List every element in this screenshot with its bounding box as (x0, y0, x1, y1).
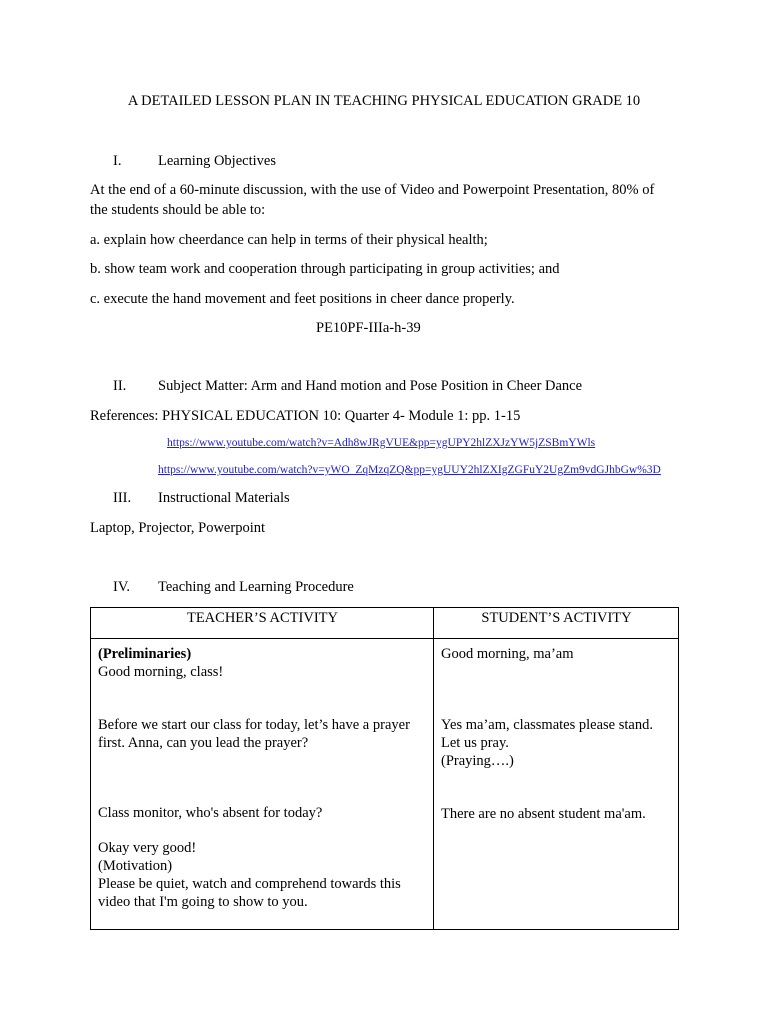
section-numeral-procedure: IV. (113, 579, 131, 595)
reference-link-1[interactable]: https://www.youtube.com/watch?v=Adh8wJRgVUE&pp=ygUPY2hlZXJzYW5jZSBmYWls (167, 437, 596, 449)
student-activity-header: STUDENT’S ACTIVITY (434, 608, 679, 639)
reference-link-2[interactable]: https://www.youtube.com/watch?v=yWO_ZqMzqZQ&pp=ygUUY2hlZXIgZGFuY2UgZm9vdGJhbGw%3D (158, 464, 661, 476)
preliminaries-label: (Preliminaries) (98, 646, 192, 662)
procedure-table (90, 607, 679, 930)
section-heading-procedure: Teaching and Learning Procedure (158, 579, 354, 595)
teacher-greeting: Good morning, class! (98, 664, 224, 680)
section-heading-objectives: Learning Objectives (158, 153, 276, 169)
materials-text: Laptop, Projector, Powerpoint (90, 520, 265, 536)
objective-item-b: b. show team work and cooperation through participating in group activities; and (90, 261, 560, 277)
student-absent-answer: There are no absent student ma'am. (441, 806, 646, 822)
competency-code: PE10PF-IIIa-h-39 (316, 320, 421, 336)
objectives-intro-line-1: At the end of a 60-minute discussion, with the use of Video and Powerpoint Presentation, 80% of (90, 182, 655, 198)
teacher-prayer-line-1: Before we start our class for today, let’s have a prayer (98, 717, 410, 733)
objective-item-c: c. execute the hand movement and feet positions in cheer dance properly. (90, 291, 515, 307)
section-numeral-objectives: I. (113, 153, 122, 169)
teacher-video-line-1: Please be quiet, watch and comprehend towards this (98, 876, 401, 892)
student-greeting: Good morning, ma’am (441, 646, 574, 662)
section-numeral-subject: II. (113, 378, 127, 394)
teacher-activity-header: TEACHER’S ACTIVITY (91, 608, 434, 639)
teacher-prayer-line-2: first. Anna, can you lead the prayer? (98, 735, 309, 751)
teacher-video-line-2: video that I'm going to show to you. (98, 894, 308, 910)
page-title: A DETAILED LESSON PLAN IN TEACHING PHYSICAL EDUCATION GRADE 10 (127, 93, 641, 109)
references-text: References: PHYSICAL EDUCATION 10: Quarter 4- Module 1: pp. 1-15 (90, 408, 521, 424)
objectives-intro-line-2: the students should be able to: (90, 202, 266, 218)
student-activity-cell (434, 639, 679, 930)
objective-item-a: a. explain how cheerdance can help in terms of their physical health; (90, 232, 488, 248)
section-heading-subject: Subject Matter: Arm and Hand motion and Pose Position in Cheer Dance (158, 378, 583, 394)
teacher-absent-question: Class monitor, who's absent for today? (98, 805, 323, 821)
student-prayer-line-3: (Praying….) (441, 753, 514, 769)
student-prayer-line-1: Yes ma’am, classmates please stand. (441, 717, 653, 733)
section-numeral-materials: III. (113, 490, 132, 506)
table-header-row (91, 608, 679, 639)
motivation-label: (Motivation) (98, 858, 173, 874)
table-row (91, 639, 679, 930)
teacher-okay: Okay very good! (98, 840, 197, 856)
teacher-activity-cell (91, 639, 434, 930)
section-heading-materials: Instructional Materials (158, 490, 290, 506)
student-prayer-line-2: Let us pray. (441, 735, 509, 751)
